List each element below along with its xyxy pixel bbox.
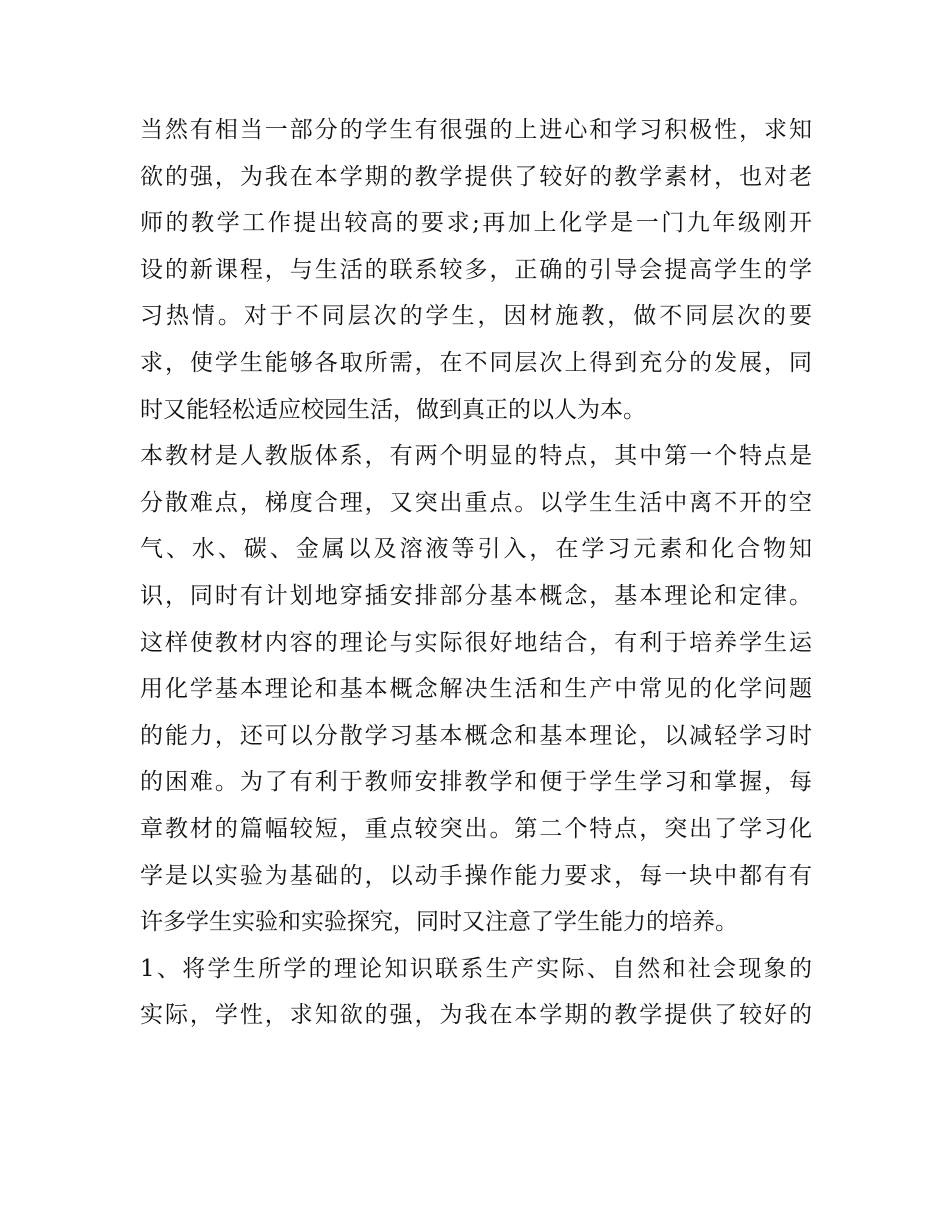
text-line: 习热情。对于不同层次的学生，因材施教，做不同层次的要 — [140, 303, 812, 330]
text-line: 这样使教材内容的理论与实际很好地结合，有利于培养学生运 — [140, 629, 812, 656]
text-line: 实际，学性，求知欲的强，为我在本学期的教学提供了较好的 — [140, 1002, 812, 1029]
text-line: 分散难点，梯度合理，又突出重点。以学生生活中离不开的空 — [140, 489, 812, 516]
text-line: 识，同时有计划地穿插安排部分基本概念，基本理论和定律。 — [140, 582, 812, 609]
text-line: 求，使学生能够各取所需，在不同层次上得到充分的发展，同 — [140, 349, 812, 376]
text-line: 1、将学生所学的理论知识联系生产实际、自然和社会现象的 — [140, 955, 812, 982]
text-line: 学是以实验为基础的，以动手操作能力要求，每一块中都有有 — [140, 862, 812, 889]
text-line: 用化学基本理论和基本概念解决生活和生产中常见的化学问题 — [140, 676, 812, 703]
text-line: 师的教学工作提出较高的要求;再加上化学是一门九年级刚开 — [140, 210, 812, 237]
text-line: 当然有相当一部分的学生有很强的上进心和学习积极性，求知 — [140, 117, 812, 143]
text-line: 的能力，还可以分散学习基本概念和基本理论，以减轻学习时 — [140, 722, 812, 749]
text-line: 时又能轻松适应校园生活，做到真正的以人为本。 — [140, 396, 646, 423]
text-line: 本教材是人教版体系，有两个明显的特点，其中第一个特点是 — [140, 443, 812, 470]
text-line: 气、水、碳、金属以及溶液等引入，在学习元素和化合物知 — [140, 536, 812, 563]
text-line: 设的新课程，与生活的联系较多，正确的引导会提高学生的学 — [140, 256, 812, 283]
text-line: 许多学生实验和实验探究，同时又注意了学生能力的培养。 — [140, 909, 738, 936]
body-text — [140, 107, 812, 1039]
text-line: 欲的强，为我在本学期的教学提供了较好的教学素材，也对老 — [140, 163, 812, 190]
text-line: 的困难。为了有利于教师安排教学和便于学生学习和掌握，每 — [140, 769, 812, 796]
text-line: 章教材的篇幅较短，重点较突出。第二个特点，突出了学习化 — [140, 815, 812, 842]
